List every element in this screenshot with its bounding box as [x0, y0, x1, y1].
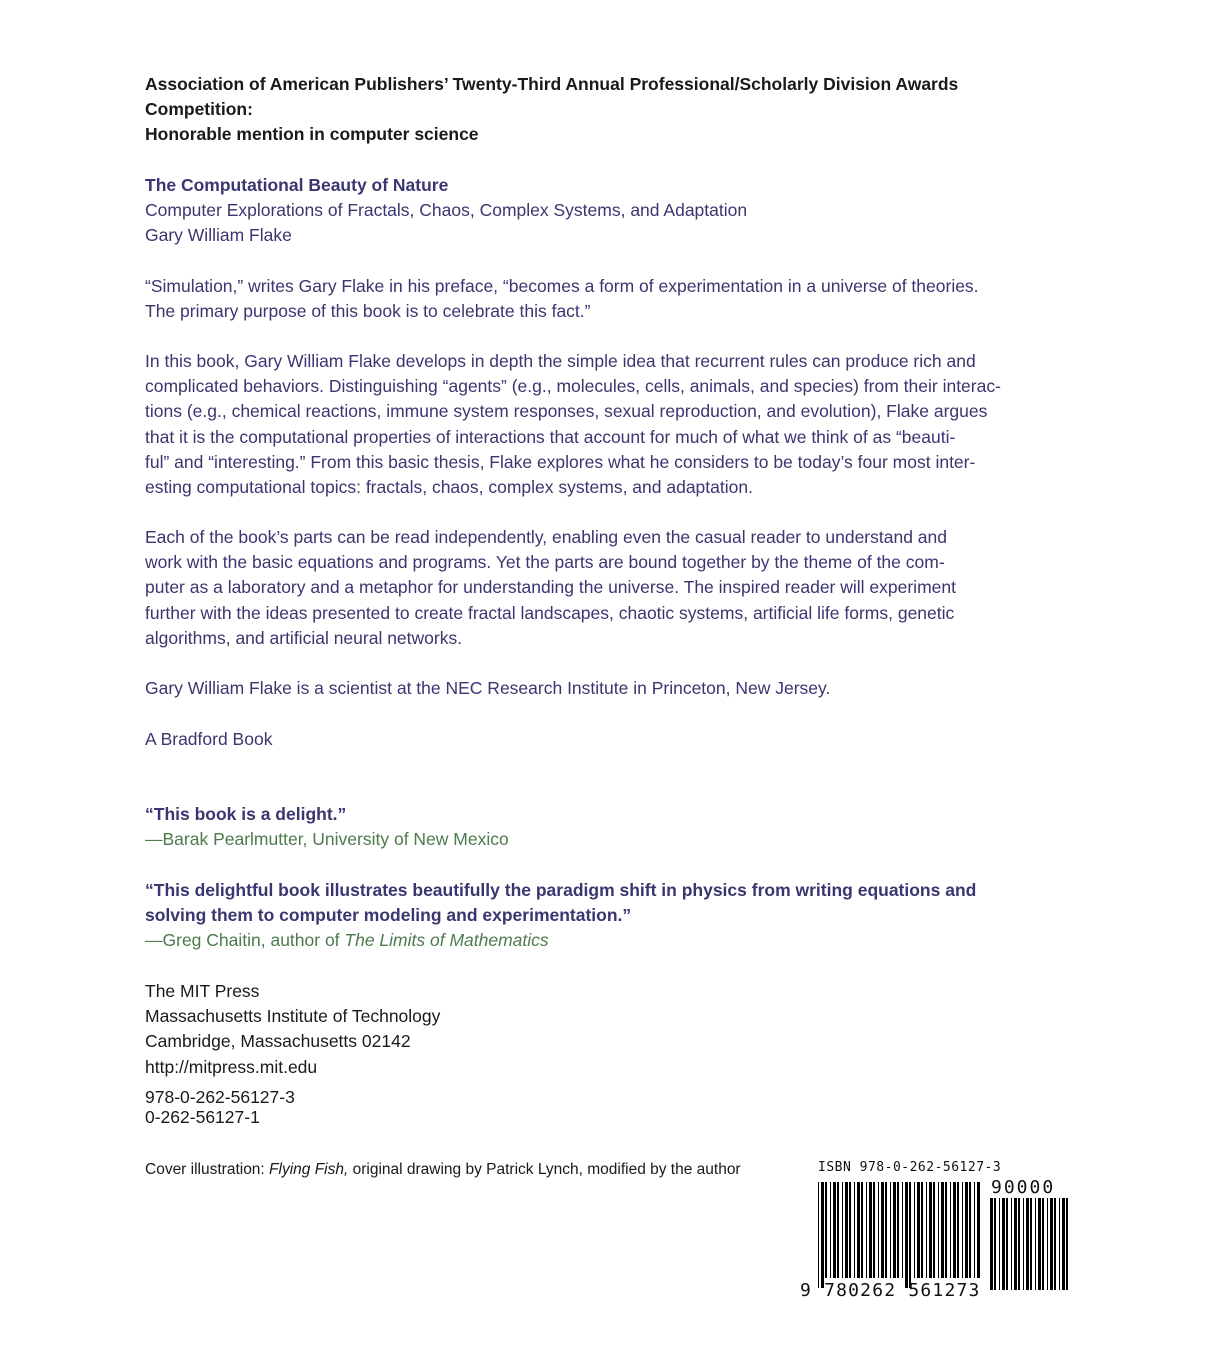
barcode-bar: [873, 1182, 875, 1278]
paragraph-line: ful” and “interesting.” From this basic thesis, Flake explores what he considers to be today’s four most inter-: [145, 451, 976, 472]
isbn-block: [145, 1087, 1015, 1127]
imprint-text: A Bradford Book: [145, 729, 273, 749]
bio-text: Gary William Flake is a scientist at the NEC Research Institute in Princeton, New Jersey.: [145, 678, 831, 698]
barcode-isbn-label: ISBN 978-0-262-56127-3: [818, 1160, 1002, 1175]
blurb-attribution: —Barak Pearlmutter, University of New Mexico: [145, 829, 509, 850]
barcode-bar: [921, 1182, 923, 1278]
barcode-bar: [842, 1182, 843, 1278]
barcode-bar: [926, 1182, 927, 1278]
barcode-bar: [845, 1182, 848, 1278]
barcode-bar: [953, 1182, 956, 1278]
publisher-address: Cambridge, Massachusetts 02142: [145, 1031, 411, 1052]
publisher-name: The MIT Press: [145, 981, 260, 1001]
blurb-1: [145, 802, 1015, 852]
barcode-bar: [929, 1182, 932, 1278]
imprint: [145, 727, 1015, 752]
attribution-prefix: —Greg Chaitin, author of: [145, 930, 345, 951]
barcode-bar: [962, 1182, 963, 1278]
barcode-bar: [869, 1182, 872, 1278]
barcode-bar: [941, 1182, 944, 1278]
barcode-bar: [1047, 1198, 1048, 1290]
book-title-block: [145, 173, 1015, 249]
barcode-bar: [837, 1182, 839, 1278]
barcode-bar: [1066, 1198, 1068, 1290]
paragraph-line: that it is the computational properties of interactions that account for much of what we think of as “beauti-: [145, 426, 956, 447]
paragraph-line: work with the basic equations and programs. Yet the parts are bound together by the theme of the com-: [145, 552, 945, 573]
barcode-bar: [914, 1182, 915, 1278]
publisher-institution: Massachusetts Institute of Technology: [145, 1006, 441, 1027]
paragraph-line: puter as a laboratory and a metaphor for understanding the universe. The inspired reader will experiment: [145, 577, 956, 598]
book-title: The Computational Beauty of Nature: [145, 175, 449, 195]
paragraph-line: algorithms, and artificial neural networks.: [145, 627, 463, 648]
barcode-bar: [1030, 1198, 1032, 1290]
barcode-bar: [893, 1182, 896, 1278]
attribution-book-title: The Limits of Mathematics: [344, 930, 549, 951]
barcode-bar: [945, 1182, 947, 1278]
blurb-quote: “This delightful book illustrates beautifully the paradigm shift in physics from writing equations and: [145, 880, 977, 900]
barcode-bar: [902, 1182, 903, 1278]
barcode-bar: [866, 1182, 867, 1278]
barcode-bar: [878, 1182, 879, 1278]
barcode-bar: [1042, 1198, 1044, 1290]
barcode-bar: [885, 1182, 887, 1278]
barcode-bar: [818, 1182, 819, 1288]
barcode-bar: [905, 1182, 908, 1288]
isbn-13: 978-0-262-56127-3: [145, 1087, 295, 1107]
barcode-bar: [1050, 1198, 1053, 1290]
barcode-addon-digits: 90000: [991, 1177, 1056, 1198]
award-line-1: Association of American Publishers’ Twenty-Third Annual Professional/Scholarly Division Awards: [145, 74, 959, 94]
barcode-bar: [1035, 1198, 1036, 1290]
barcode-bar: [881, 1182, 884, 1278]
barcode-bar: [909, 1182, 911, 1288]
award-line-2: Competition:: [145, 99, 253, 120]
paragraph-line: The primary purpose of this book is to celebrate this fact.”: [145, 301, 591, 322]
barcode-bar: [957, 1182, 959, 1278]
blurb-2: [145, 878, 1015, 954]
paragraph-line: tions (e.g., chemical reactions, immune system responses, sexual reproduction, and evolution), Flake argues: [145, 401, 988, 422]
barcode-bar: [938, 1182, 939, 1278]
credit-suffix: original drawing by Patrick Lynch, modified by the author: [348, 1161, 741, 1178]
paragraph-line: In this book, Gary William Flake develops in depth the simple idea that recurrent rules can produce rich and: [145, 351, 976, 371]
barcode-bar: [833, 1182, 836, 1278]
barcode-bar: [1014, 1198, 1017, 1290]
barcode-bar: [1054, 1198, 1056, 1290]
book-author: Gary William Flake: [145, 225, 292, 246]
isbn-10: 0-262-56127-1: [145, 1107, 260, 1127]
barcode-bar: [821, 1182, 824, 1288]
barcode-bar: [990, 1198, 993, 1290]
award-block: [145, 72, 1015, 148]
barcode-bar: [1002, 1198, 1005, 1290]
blurb-attribution: [145, 928, 1015, 953]
barcode-bar: [1011, 1198, 1012, 1290]
barcode-bar: [999, 1198, 1000, 1290]
barcode-bar: [933, 1182, 935, 1278]
paragraph-line: further with the ideas presented to create fractal landscapes, chaotic systems, artificial life forms, genetic: [145, 602, 955, 623]
publisher-block: [145, 979, 1015, 1080]
barcode-bar: [994, 1198, 996, 1290]
barcode-bar: [861, 1182, 863, 1278]
barcode-bar: [890, 1182, 891, 1278]
cover-credit: [145, 1157, 785, 1182]
barcode-bar: [1026, 1198, 1029, 1290]
barcode-bar: [849, 1182, 851, 1278]
barcode: [800, 1160, 1075, 1310]
barcode-bar: [854, 1182, 855, 1278]
book-subtitle: Computer Explorations of Fractals, Chaos, Complex Systems, and Adaptation: [145, 200, 748, 221]
barcode-bar: [969, 1182, 971, 1278]
barcode-bar: [1038, 1198, 1041, 1290]
publisher-url: http://mitpress.mit.edu: [145, 1056, 318, 1077]
barcode-bar: [897, 1182, 899, 1278]
barcode-bar: [1059, 1198, 1060, 1290]
paragraph-line: “Simulation,” writes Gary Flake in his preface, “becomes a form of experimentation in a universe of theories.: [145, 276, 979, 296]
award-line-3: Honorable mention in computer science: [145, 124, 479, 145]
barcode-bar: [977, 1182, 980, 1278]
barcode-bar: [830, 1182, 831, 1278]
description-paragraph-1: [145, 274, 1015, 324]
barcode-main-digits: 9 780262 561273: [800, 1280, 981, 1301]
paragraph-line: Each of the book’s parts can be read independently, enabling even the casual reader to understand and: [145, 527, 948, 547]
barcode-bar: [974, 1182, 975, 1278]
barcode-bar: [857, 1182, 860, 1278]
blurb-quote: solving them to computer modeling and experimentation.”: [145, 905, 632, 926]
description-paragraph-3: [145, 525, 1015, 651]
credit-title: Flying Fish,: [269, 1161, 349, 1178]
paragraph-line: complicated behaviors. Distinguishing “agents” (e.g., molecules, cells, animals, and species) from their interac-: [145, 376, 1001, 397]
blurb-quote: “This book is a delight.”: [145, 804, 347, 824]
credit-line: [145, 1157, 785, 1182]
barcode-bar: [1006, 1198, 1008, 1290]
barcode-bar: [950, 1182, 951, 1278]
barcode-bar: [825, 1182, 827, 1278]
barcode-bar: [965, 1182, 968, 1278]
description-paragraph-2: [145, 349, 1015, 500]
barcode-bar: [1018, 1198, 1020, 1290]
credit-prefix: Cover illustration:: [145, 1161, 270, 1178]
barcode-bar: [1062, 1198, 1065, 1290]
barcode-bar: [917, 1182, 920, 1278]
author-bio: [145, 676, 1015, 701]
barcode-bar: [1023, 1198, 1024, 1290]
paragraph-line: esting computational topics: fractals, chaos, complex systems, and adaptation.: [145, 477, 753, 498]
